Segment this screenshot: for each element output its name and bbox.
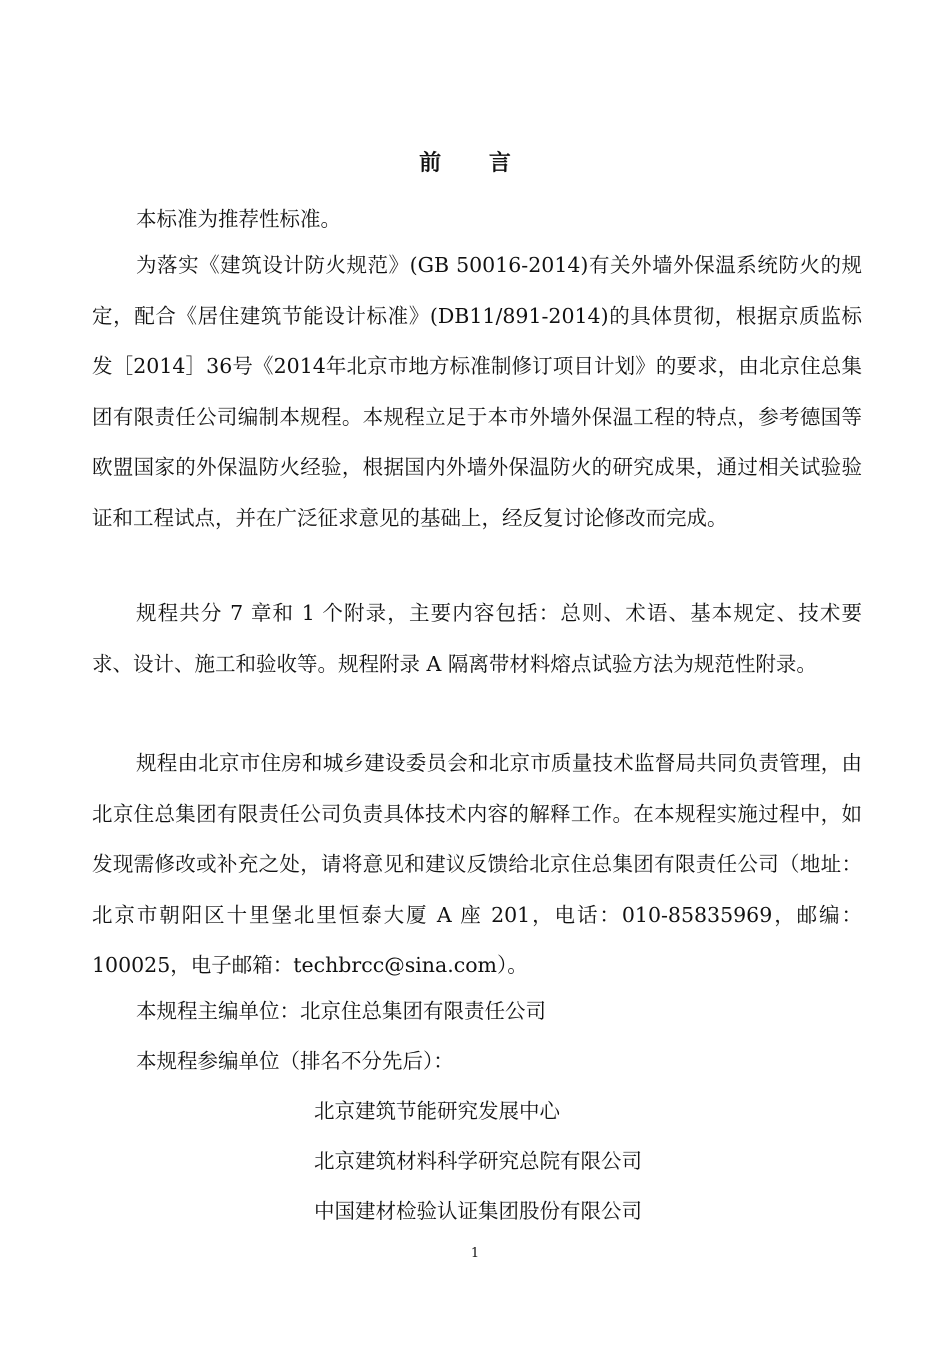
chief-editor-line: 本规程主编单位：北京住总集团有限责任公司 [136, 999, 546, 1023]
participants-heading: 本规程参编单位（排名不分先后）： [136, 1049, 454, 1073]
paragraph-standard-type: 本标准为推荐性标准。 [136, 207, 341, 231]
page-number: 1 [470, 1246, 480, 1261]
participant-org: 北京建筑材料科学研究总院有限公司 [314, 1149, 642, 1173]
paragraph-background: 为落实《建筑设计防火规范》(GB 50016-2014)有关外墙外保温系统防火的规定，配合《居住建筑节能设计标准》(DB11/891-2014)的具体贯彻，根据京质监标发［2014］36号《2014年北京市地方标准制修订项目计划》的要求，由北京住总集团有限责任公司编制本规程。本规程立足于本市外墙外保温工程的特点，参考德国等欧盟国家的外保温防火经验，根据国内外墙外保温防火的研究成果，通过相关试验验证和工程试点，并在广泛征求意见的基础上，经反复讨论修改而完成。 [92, 253, 862, 530]
paragraph-contents: 规程共分 7 章和 1 个附录，主要内容包括：总则、术语、基本规定、技术要求、设计、施工和验收等。规程附录 A 隔离带材料熔点试验方法为规范性附录。 [92, 601, 862, 676]
participant-org: 中国建材检验认证集团股份有限公司 [314, 1199, 642, 1223]
page-title: 前 言 [419, 151, 531, 176]
paragraph-management: 规程由北京市住房和城乡建设委员会和北京市质量技术监督局共同负责管理，由北京住总集团有限责任公司负责具体技术内容的解释工作。在本规程实施过程中，如发现需修改或补充之处，请将意见和建议反馈给北京住总集团有限责任公司（地址：北京市朝阳区十里堡北里恒泰大厦 A 座 201，电话：010-85835969，邮编：100025，电子邮箱：techbrcc@sina.com）。 [92, 751, 862, 977]
participant-org: 北京建筑节能研究发展中心 [314, 1099, 560, 1123]
